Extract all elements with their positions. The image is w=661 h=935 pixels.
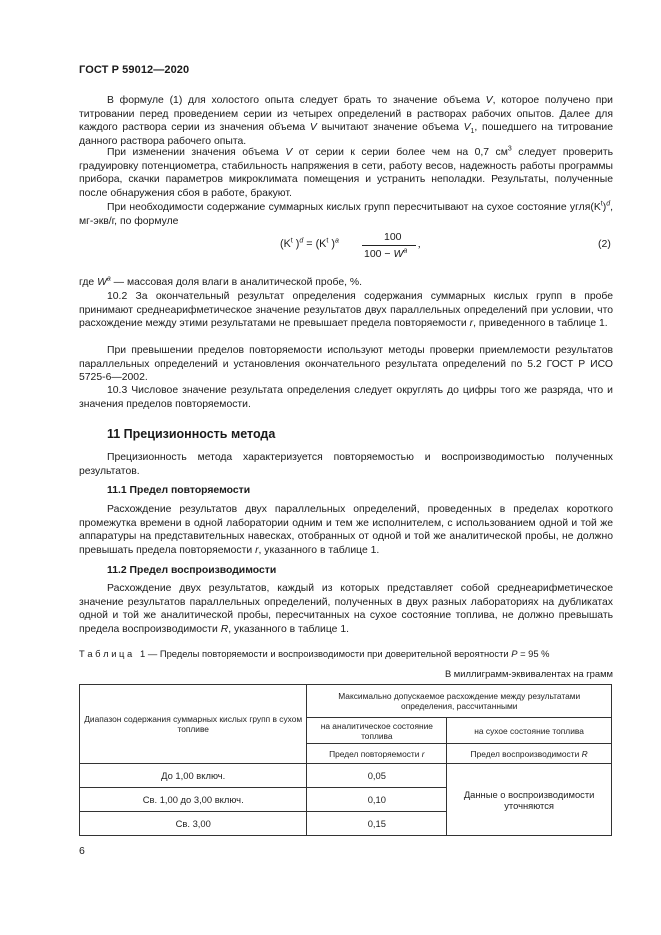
paragraph: В формуле (1) для холостого опыта следует брать то значение объема V, которое получено при титровании перед проведением серии из четырех определений в растворах рабочих опытов. Далее для каждого раствора серии из значения объема V вычитают значение объема $V_1$, пошедшего на титрование данного раствора рабочего опыта.	[79, 95, 613, 147]
table-cell-r: 0,05	[307, 764, 447, 788]
formula-denominator: $100 - W^a$	[364, 247, 408, 260]
document-header: ГОСТ Р 59012—2020	[79, 64, 190, 76]
col-header-range: Диапазон содержания суммарных кислых групп в сухом топливе	[80, 685, 307, 764]
table-cell-range: Св. 1,00 до 3,00 включ.	[80, 788, 307, 812]
paragraph: где $W^a$ — массовая доля влаги в аналитической пробе, %.	[79, 275, 362, 288]
paragraph: Прецизионность метода характеризуется повторяемостью и воспроизводимостью полученных результатов.	[79, 452, 613, 477]
table-units: В миллиграмм-эквивалентах на грамм	[444, 668, 613, 679]
table-cell-range: До 1,00 включ.	[80, 764, 307, 788]
section-heading: 11 Прецизионность метода	[107, 427, 276, 441]
table-cell-r: 0,15	[307, 812, 447, 836]
paragraph: При необходимости содержание суммарных кислых групп пересчитывают на сухое состояние $угля(K^t)^d$, мг-экв/г, по формуле	[79, 200, 613, 227]
subheader-analytical: на аналитическое состояние топлива	[307, 718, 447, 744]
limit-r-header: Предел повторяемости r	[307, 744, 447, 764]
subheader-dry: на сухое состояние топлива	[447, 718, 612, 744]
formula-lhs: ($K^t$ )$^d = (K^t$ )$^a$	[280, 237, 339, 250]
paragraph: Расхождение двух результатов, каждый из которых представляет собой среднеарифметическое значение результатов параллельных определений, полученных в двух разных лабораториях на дубликатах одной и той же аналитической пробы, пересчитанных на сухое состояние топлива, не должно превышать предела воспроизводимости R, указанного в таблице 1.	[79, 583, 613, 635]
formula-numerator: 100	[384, 231, 402, 243]
table-caption: Т а б л и ц а 1 — Пределы повторяемости и воспроизводимости при доверительной вероятности P = 95 %	[79, 648, 550, 659]
paragraph: Расхождение результатов двух параллельных определений, проведенных в пределах короткого промежутка времени в одной лаборатории одним и тем же исполнителем, с использованием одной и той же аппаратуры на представительных навесках, отобранных от одной и той же аналитической пробы, не должно превышать предела повторяемости r, указанного в таблице 1.	[79, 504, 613, 556]
table-cell-r: 0,10	[307, 788, 447, 812]
subsection-heading: 11.2 Предел воспроизводимости	[107, 565, 277, 576]
paragraph: 10.2 За окончательный результат определения содержания суммарных кислых групп в пробе принимают среднеарифметическое значение результатов двух параллельных определений при условии, что расхождение между этими результатами не превышает предела повторяемости r, приведенного в таблице 1.	[79, 291, 613, 330]
formula-2: ($K^t$ )$^d = (K^t$ )$^a$ 100 $100 - W^a$ , (2)	[280, 231, 611, 260]
precision-table	[79, 684, 612, 836]
subsection-heading: 11.1 Предел повторяемости	[107, 485, 251, 496]
paragraph: 10.3 Числовое значение результата определения следует округлять до цифры того же разряда, что и значения пределов повторяемости.	[79, 385, 613, 410]
limit-R-header: Предел воспроизводимости R	[447, 744, 612, 764]
page-number: 6	[79, 845, 85, 857]
group-header: Максимально допускаемое расхождение между результатами определения, рассчитанными	[307, 685, 612, 718]
fraction-bar	[362, 245, 416, 246]
table-cell-range: Св. 3,00	[80, 812, 307, 836]
formula-number: (2)	[598, 238, 611, 250]
table-cell-R-note: Данные о воспроизводимости уточняются	[447, 764, 612, 836]
paragraph: При изменении значения объема V от серии к серии более чем на 0,7 $см^3$ следует проверить градуировку потенциометра, стабильность напряжения в сети, работу весов, надежность работы программы прибора, скачки параметров микроклимата помещения и устранить неполадки. Результаты, полученные после обнаружения сбоя в работе, бракуют.	[79, 145, 613, 199]
paragraph: При превышении пределов повторяемости используют методы проверки приемлемости результатов параллельных определений и установления окончательного результата определений по 5.2 ГОСТ Р ИСО 5725-6—2002.	[79, 345, 613, 384]
